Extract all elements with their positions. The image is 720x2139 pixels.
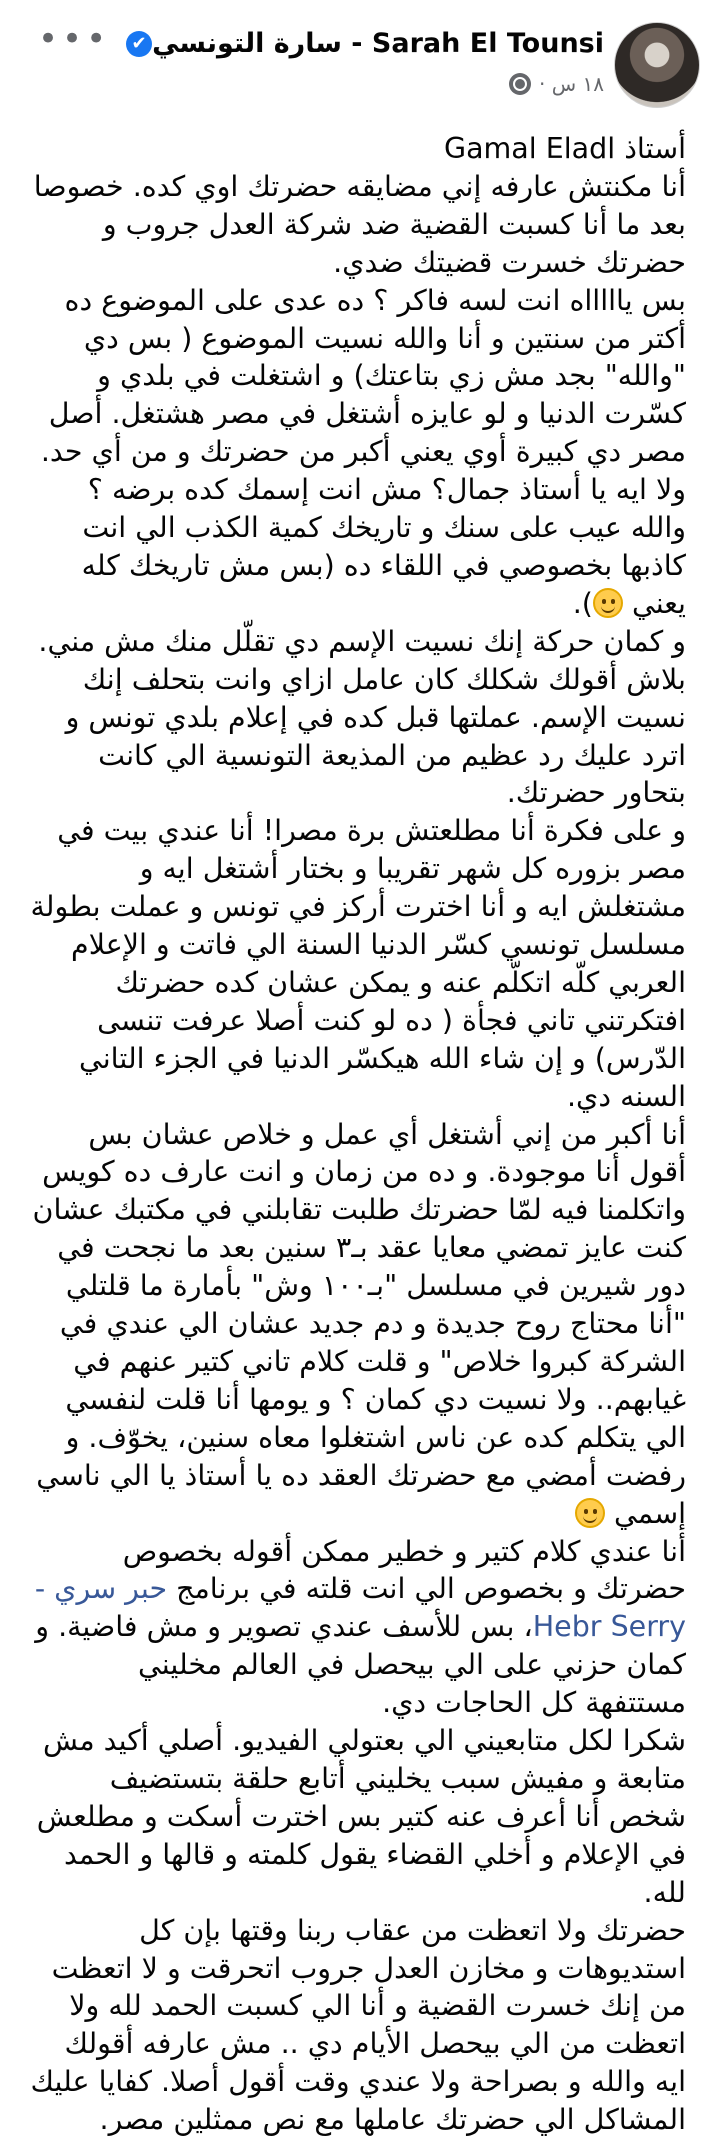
paragraph-4: و على فكرة أنا مطلعتش برة مصرا! أنا عندي بيت في مصر بزوره كل شهر تقريبا و بختار أشتغل ايه و مشتغلش ايه و أنا اخترت أركز في تونس و عملت بطولة مسلسل تونسي كسّر الدنيا السنة الي فاتت و الإعلام العربي كلّه اتكلّم عنه و يمكن عشان كده حضرتك افتكرتني تاني فجأة ( ده لو كنت أصلا عرفت تنسى الدّرس) و إن شاء الله هيكسّر الدنيا في الجزء التاني السنه دي. bbox=[30, 814, 686, 1113]
paragraph-3: و كمان حركة إنك نسيت الإسم دي تقلّل منك مش مني. بلاش أقولك شكلك كان عامل ازاي وانت بتحلف إنك نسيت الإسم. عملتها قبل كده في إعلام بلدي تونس و اترد عليك رد عظيم من المذيعة التونسية الي كانت بتحاور حضرتك. bbox=[38, 624, 686, 810]
paragraph-2 bbox=[30, 282, 686, 623]
wink-face-icon bbox=[593, 588, 623, 618]
paragraph-5 bbox=[30, 1116, 686, 1533]
post-time[interactable]: ١٨ س · bbox=[539, 72, 604, 96]
paragraph-6-text: أنا عندي كلام كتير و خطير ممكن أقوله بخصوص حضرتك و بخصوص الي انت قلته في برنامج bbox=[122, 1534, 686, 1606]
paragraph-6 bbox=[30, 1533, 686, 1723]
paragraph-7: شكرا لكل متابعيني الي بعتولي الفيديو. أصلي أكيد مش متابعة و مفيش سبب يخليني أتابع حلقة بتستضيف شخص أنا أعرف عنه كتير بس اخترت أسكت و مطلعش في الإعلام و أخلي القضاء يقول كلمته و قالها و الحمد لله. bbox=[36, 1724, 686, 1909]
post-header bbox=[0, 0, 720, 130]
paragraph-6-tail: ، بس للأسف عندي تصوير و مش فاضية. و كمان حزني على الي بيحصل في العالم مخليني مستتفهة كل الحاجات دي. bbox=[35, 1610, 686, 1720]
more-options-icon[interactable]: ••• bbox=[38, 19, 111, 59]
paragraph-8: حضرتك ولا اتعظت من عقاب ربنا وقتها بإن كل استديوهات و مخازن العدل جروب اتحرقت و لا اتعظت من إنك خسرت القضية و أنا الي كسبت الحمد لله ولا اتعظت من الي بيحصل الأيام دي .. مش عارفه أقولك ايه والله و بصراحة ولا عندي وقت أقول أصلا. كفايا عليك المشاكل الي حضرتك عاملها مع نص ممثلين مصر. bbox=[30, 1913, 686, 2137]
paragraph-2-text: بس ياااااه انت لسه فاكر ؟ ده عدى على الموضوع ده أكتر من سنتين و أنا والله نسيت الموضوع ( بس دي "والله" بجد مش زي بتاعتك) و اشتغلت في بلدي و كسّرت الدنيا و لو عايزه أشتغل في مصر هشتغل. أصل مصر دي كبيرة أوي يعني أكبر من حضرتك و من أي حد. ولا ايه يا أستاذ جمال؟ مش انت إسمك كده برضه ؟ والله عيب على سنك و تاريخك كمية الكذب الي انت كاذبها بخصوصي في اللقاء ده (بس مش تاريخك كله يعني bbox=[40, 283, 686, 620]
verified-badge-icon: ✔ bbox=[126, 31, 152, 57]
globe-icon bbox=[509, 73, 531, 95]
smile-face-icon bbox=[575, 1498, 605, 1528]
paragraph-5-text: أنا أكبر من إني أشتغل أي عمل و خلاص عشان بس أقول أنا موجودة. و ده من زمان و انت عارف ده كويس واتكلمنا فيه لمّا حضرتك طلبت تقابلني في مكتبك عشان كنت عايز تمضي معايا عقد بـ٣ سنين بعد ما نجحت في دور شيرين في مسلسل "بـ١٠٠ وش" بأمارة ما قلتلي "أنا محتاج روح جديدة و دم جديد عشان الي عندي في الشركة كبروا خلاص" و قلت كلام تاني كتير عنهم في غيابهم.. ولا نسيت دي كمان ؟ و يومها أنا قلت لنفسي الي يتكلم كده عن ناس اشتغلوا معاه سنين، يخوّف. و رفضت أمضي مع حضرتك العقد ده يا أستاذ يا الي ناسي إسمي bbox=[32, 1117, 686, 1530]
program-link[interactable]: حبر سري - Hebr Serry bbox=[34, 1572, 686, 1644]
paragraph-1: أنا مكنتش عارفه إني مضايقه حضرتك اوي كده. خصوصا بعد ما أنا كسبت القضية ضد شركة العدل جروب و حضرتك خسرت قضيتك ضدي. bbox=[33, 169, 686, 279]
avatar[interactable] bbox=[614, 22, 700, 108]
paragraph-2-tail: ). bbox=[572, 586, 593, 620]
post-body bbox=[0, 130, 720, 2139]
post-meta bbox=[509, 72, 604, 96]
salutation: أستاذ Gamal Eladl bbox=[444, 132, 686, 165]
author-name[interactable]: Sarah El Tounsi - سارة التونسي bbox=[152, 28, 604, 59]
author-row bbox=[118, 28, 604, 59]
